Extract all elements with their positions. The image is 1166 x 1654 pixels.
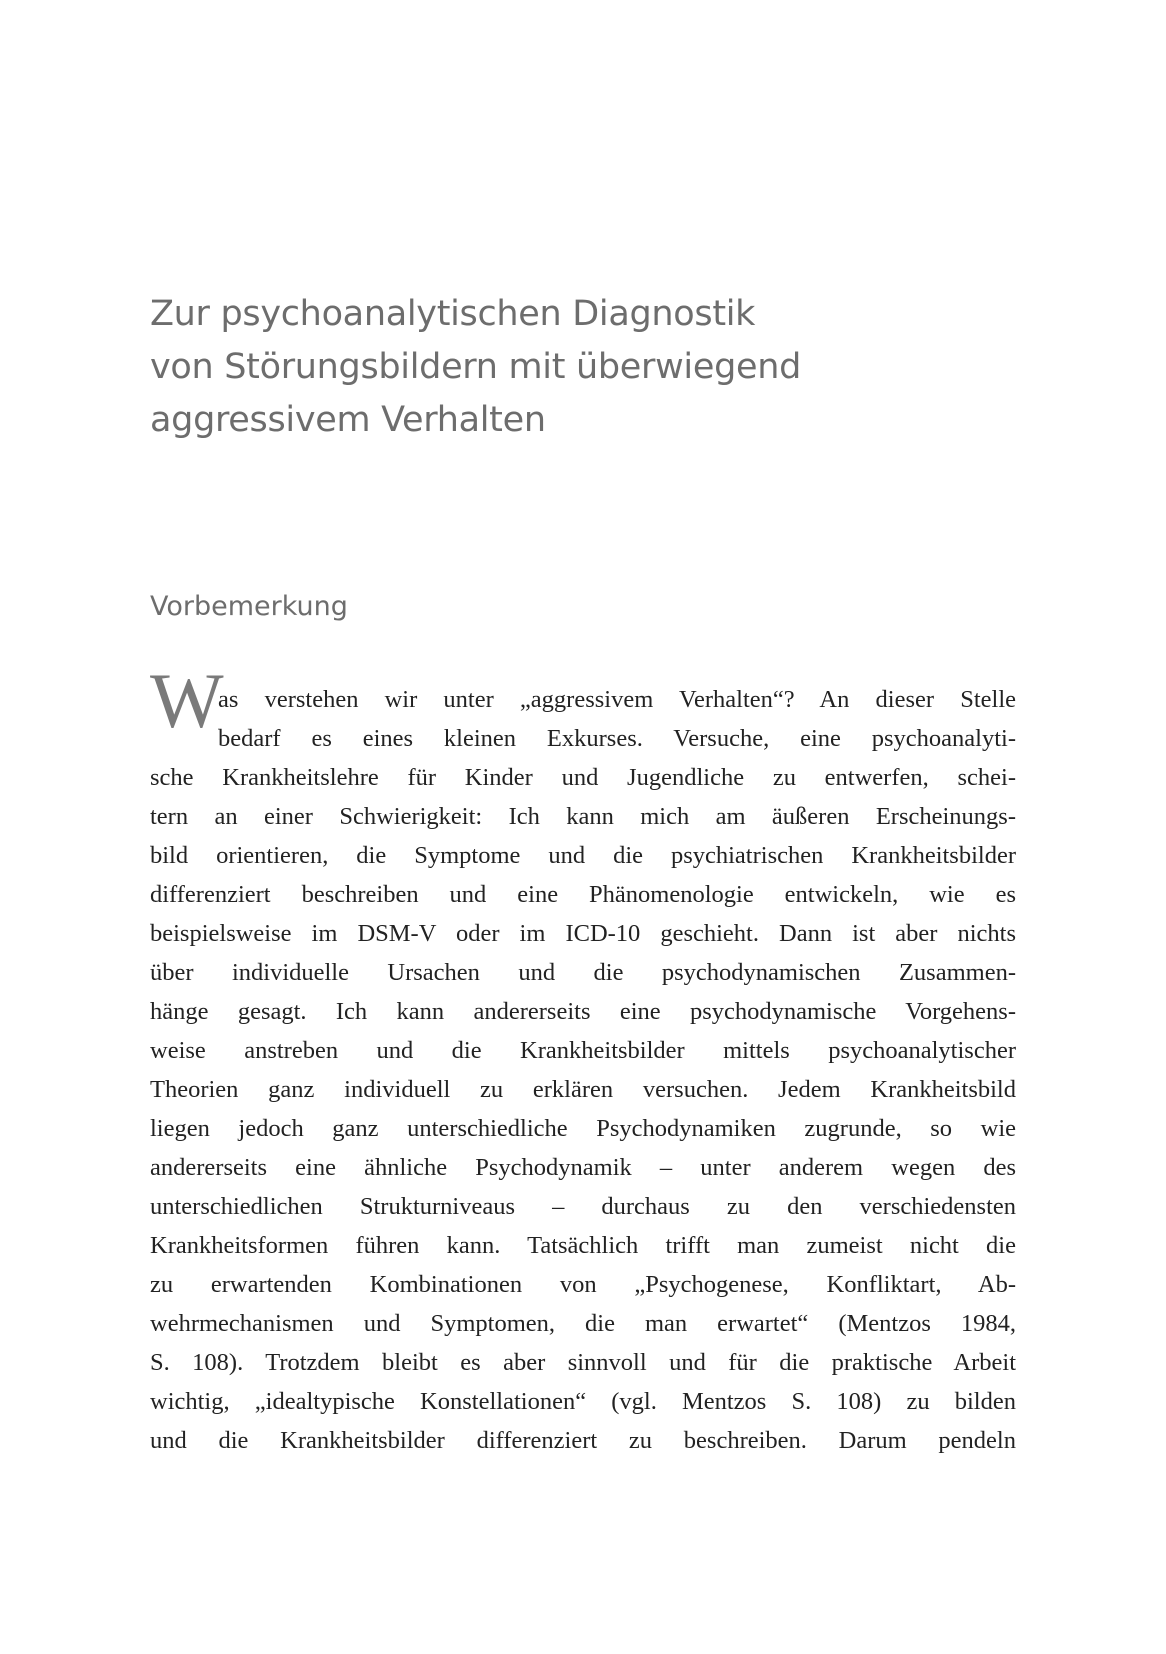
- text-line: beispielsweise im DSM-V oder im ICD-10 geschieht. Dann ist aber nichts: [150, 920, 1016, 947]
- text-line: as verstehen wir unter „aggressivem Verhalten“? An dieser Stelle: [218, 686, 1016, 713]
- text-line: weise anstreben und die Krankheitsbilder mittels psychoanalytischer: [150, 1037, 1016, 1064]
- text-line: tern an einer Schwierigkeit: Ich kann mich am äußeren Erscheinungs-: [150, 803, 1016, 830]
- text-line: wichtig, „idealtypische Konstellationen“ (vgl. Mentzos S. 108) zu bilden: [150, 1388, 1016, 1415]
- text-line: liegen jedoch ganz unterschiedliche Psychodynamiken zugrunde, so wie: [150, 1115, 1016, 1142]
- chapter-title-line: Zur psychoanalytischen Diagnostik: [150, 294, 756, 334]
- text-line: sche Krankheitslehre für Kinder und Jugendliche zu entwerfen, schei-: [150, 764, 1016, 791]
- chapter-title-line: von Störungsbildern mit überwiegend: [150, 347, 802, 387]
- chapter-title-line: aggressivem Verhalten: [150, 400, 546, 440]
- text-line: unterschiedlichen Strukturniveaus – durchaus zu den verschiedensten: [150, 1193, 1016, 1220]
- section-heading: Vorbemerkung: [150, 591, 348, 622]
- text-line: zu erwartenden Kombinationen von „Psychogenese, Konfliktart, Ab-: [150, 1271, 1016, 1298]
- text-line: S. 108). Trotzdem bleibt es aber sinnvoll und für die praktische Arbeit: [150, 1349, 1016, 1376]
- text-line: hänge gesagt. Ich kann andererseits eine psychodynamische Vorgehens-: [150, 998, 1016, 1025]
- text-line: und die Krankheitsbilder differenziert zu beschreiben. Darum pendeln: [150, 1427, 1016, 1454]
- text-line: über individuelle Ursachen und die psychodynamischen Zusammen-: [150, 959, 1016, 986]
- text-line: differenziert beschreiben und eine Phänomenologie entwickeln, wie es: [150, 881, 1016, 908]
- text-line: Theorien ganz individuell zu erklären versuchen. Jedem Krankheitsbild: [150, 1076, 1016, 1103]
- text-line: wehrmechanismen und Symptomen, die man erwartet“ (Mentzos 1984,: [150, 1310, 1016, 1337]
- chapter-title: [150, 288, 1010, 447]
- body-paragraph: [150, 680, 1016, 1460]
- text-line: bedarf es eines kleinen Exkurses. Versuche, eine psychoanalyti-: [218, 725, 1016, 752]
- text-line: Krankheitsformen führen kann. Tatsächlich trifft man zumeist nicht die: [150, 1232, 1016, 1259]
- text-line: andererseits eine ähnliche Psychodynamik – unter anderem wegen des: [150, 1154, 1016, 1181]
- text-line: bild orientieren, die Symptome und die psychiatrischen Krankheitsbilder: [150, 842, 1016, 869]
- drop-cap: W: [150, 657, 224, 744]
